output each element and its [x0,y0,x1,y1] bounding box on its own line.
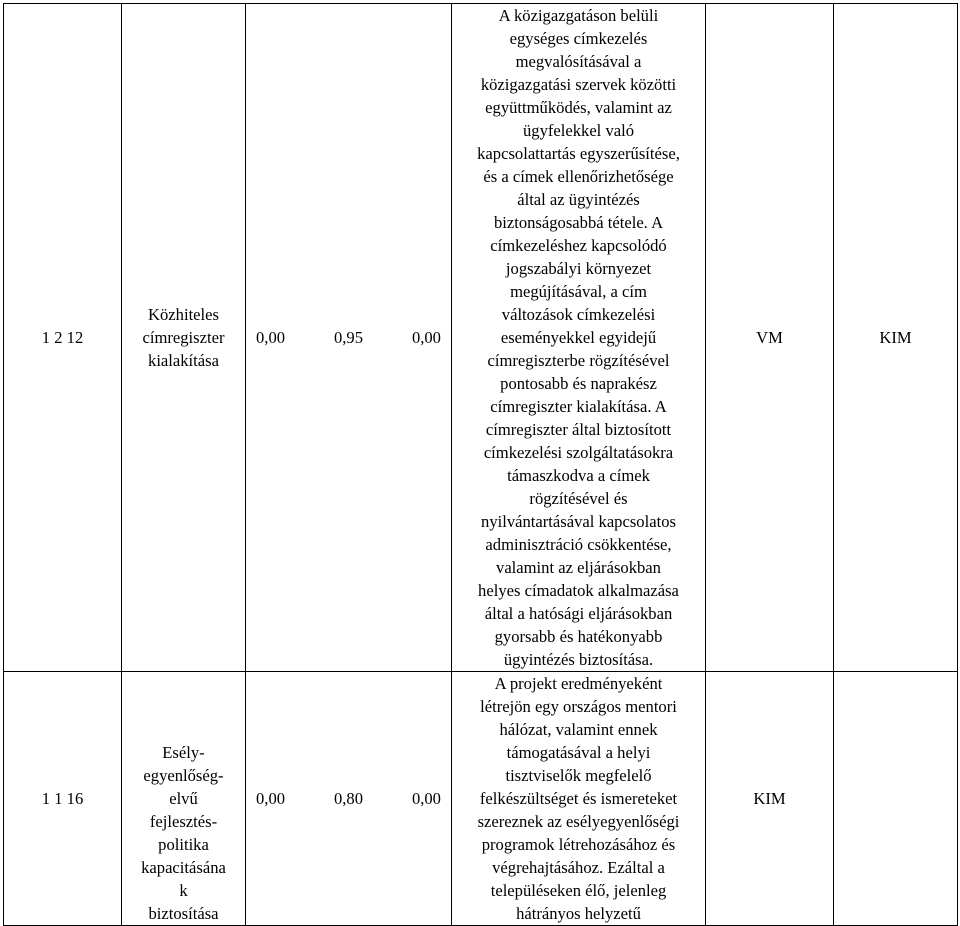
value-2: 0,95 [333,328,364,347]
row-title: Közhiteles címregiszter kialakítása [122,4,246,672]
row-title: Esély- egyenlőség- elvű fejlesztés- politika kapacitásána k biztosítása [122,672,246,926]
row-agency-1: VM [706,4,834,672]
table-row [4,4,958,672]
row-values [246,4,452,672]
row-values [246,672,452,926]
value-3: 0,00 [411,328,441,347]
row-code: 1 1 16 [4,672,122,926]
row-code: 1 2 12 [4,4,122,672]
row-description: A közigazgatáson belüli egységes címkezelés megvalósításával a közigazgatási szervek közötti együttműködés, valamint az ügyfelekkel való kapcsolattartás egyszerűsítése, és a címek ellenőrizhetősége által az ügyintézés biztonságosabbá tétele. A címkezeléshez kapcsolódó jogszabályi környezet megújításával, a cím változások címkezelési eseményekkel egyidejű címregiszterbe rögzítésével pontosabb és naprakész címregiszter kialakítása. A címregiszter által biztosított címkezelési szolgáltatásokra támaszkodva a címek rögzítésével és nyilvántartásával kapcsolatos adminisztráció csökkentése, valamint az eljárásokban helyes címadatok alkalmazása által a hatósági eljárásokban gyorsabb és hatékonyabb ügyintézés biztosítása. [452,4,706,672]
value-1: 0,00 [256,789,286,808]
row-agency-2: KIM [834,4,958,672]
value-2: 0,80 [333,789,364,808]
project-table [3,3,958,926]
value-3: 0,00 [411,789,441,808]
row-agency-2 [834,672,958,926]
table-row [4,672,958,926]
row-description: A projekt eredményeként létrejön egy országos mentori hálózat, valamint ennek támogatásával a helyi tisztviselők megfelelő felkészültséget és ismereteket szereznek az esélyegyenlőségi programok létrehozásához és végrehajtásához. Ezáltal a településeken élő, jelenleg hátrányos helyzetű [452,672,706,926]
row-agency-1: KIM [706,672,834,926]
value-1: 0,00 [256,328,286,347]
